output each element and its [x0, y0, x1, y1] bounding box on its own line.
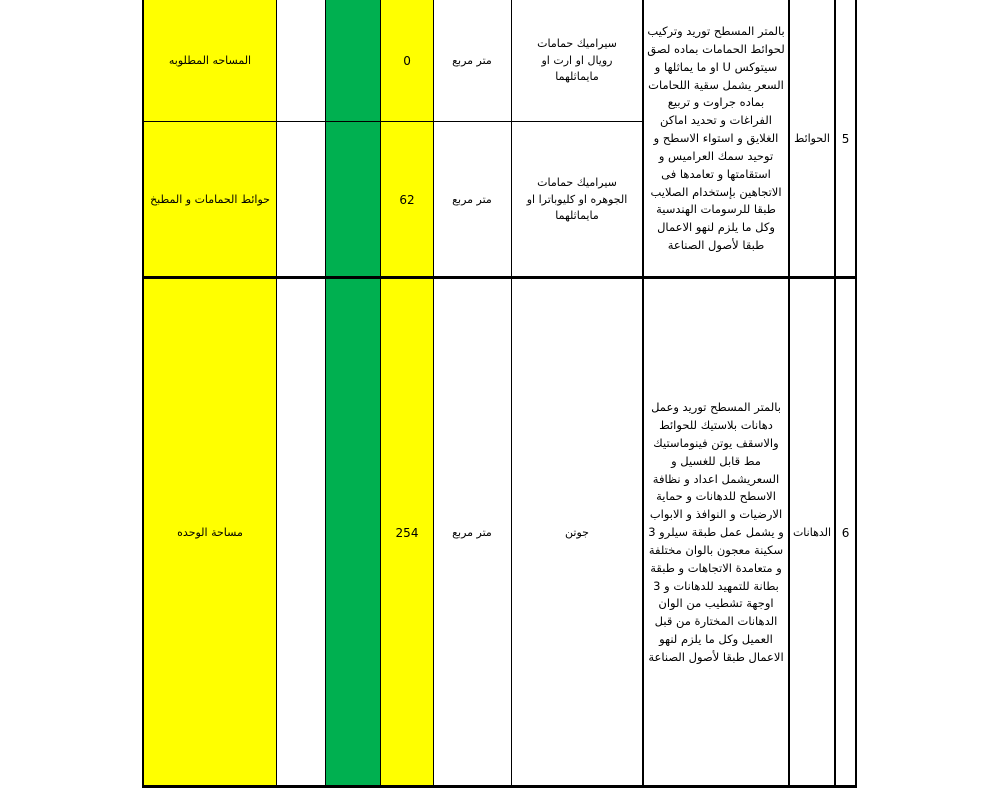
grid-line-v — [380, 0, 381, 788]
spec-cell-row5-b — [511, 122, 643, 278]
green-column-fill — [326, 0, 380, 788]
number-cell-row5 — [835, 0, 856, 278]
quantity-cell-row5-b — [381, 122, 433, 278]
note-text: حوائط الحمامات و المطبخ — [150, 192, 270, 206]
note-cell-row5-a — [143, 0, 277, 122]
spec-value: سيراميك حمامات الجوهره او كليوباترا او مايماثلهما — [526, 176, 628, 223]
unit-cell-row5-a — [433, 0, 511, 122]
unit-value: متر مربع — [452, 192, 492, 206]
grid-line-v — [788, 0, 790, 788]
spec-value: سيراميك حمامات رويال او ارت او مايماثلهما — [537, 37, 617, 84]
spec-cell-row6 — [511, 278, 643, 788]
grid-line-v — [511, 0, 512, 788]
description-cell-row5 — [643, 0, 789, 278]
unit-value: متر مربع — [452, 525, 492, 539]
grid-line-v — [855, 0, 857, 788]
grid-line-h — [142, 276, 857, 279]
quantity-value: 62 — [399, 193, 415, 207]
description-text: بالمتر المسطح توريد وتركيب لحوائط الحمامات بماده لصق سيتوكس U او ما يماثلها و السعر يشمل سقية اللحامات بماده جراوت و تربيع الفراغات و تحديد اماكن الغلايق و استواء الاسطح و توحيد سمك العراميس و استقامتها و تعامدها فى الاتجاهين بإستخدام الصلايب طبقا للرسومات الهندسية وكل ما يلزم لنهو الاعمال طبقا لأصول الصناعة — [647, 24, 785, 252]
row-number: 6 — [841, 526, 850, 540]
unit-cell-row6 — [433, 278, 511, 788]
grid-line-v — [834, 0, 836, 788]
row-number: 5 — [841, 132, 850, 146]
grid-line-v — [142, 0, 144, 788]
quantity-value: 0 — [403, 54, 411, 68]
spec-value: جوتن — [565, 525, 589, 539]
item-name: الحوائط — [794, 131, 830, 145]
grid-line-v — [276, 0, 277, 788]
unit-cell-row5-b — [433, 122, 511, 278]
note-text: المساحه المطلوبه — [168, 53, 252, 67]
quantity-cell-row5-a — [381, 0, 433, 122]
quantity-value: 254 — [395, 526, 419, 540]
item-cell-row6 — [789, 278, 835, 788]
item-name: الدهانات — [792, 525, 832, 539]
grid-line-h — [143, 121, 643, 122]
grid-line-v — [325, 0, 326, 788]
description-text: بالمتر المسطح توريد وعمل دهانات بلاستيك للحوائط والاسقف يوتن فينوماستيك مط قابل للغسيل و السعريشمل اعداد و نظافة الاسطح للدهانات و حماية الارضيات و النوافذ و الابواب و يشمل عمل طبقة سيلرو 3 سكينة معجون بالوان مختلفة و متعامدة الاتجاهات و طبقة بطانة للتمهيد للدهانات و 3 اوجهة تشطيب من الوان الدهانات المختارة من قبل العميل وكل ما يلزم لنهو الاعمال طبقا لأصول الصناعة — [648, 400, 784, 664]
description-cell-row6 — [643, 278, 789, 788]
note-cell-row5-b — [143, 122, 277, 278]
item-cell-row5 — [789, 0, 835, 278]
quantity-cell-row6 — [381, 278, 433, 788]
grid-line-v — [642, 0, 644, 788]
unit-value: متر مربع — [452, 53, 492, 67]
number-cell-row6 — [835, 278, 856, 788]
grid-line-v — [433, 0, 434, 788]
note-cell-row6 — [143, 278, 277, 788]
note-text: مساحة الوحده — [177, 525, 243, 539]
spec-cell-row5-a — [511, 0, 643, 122]
